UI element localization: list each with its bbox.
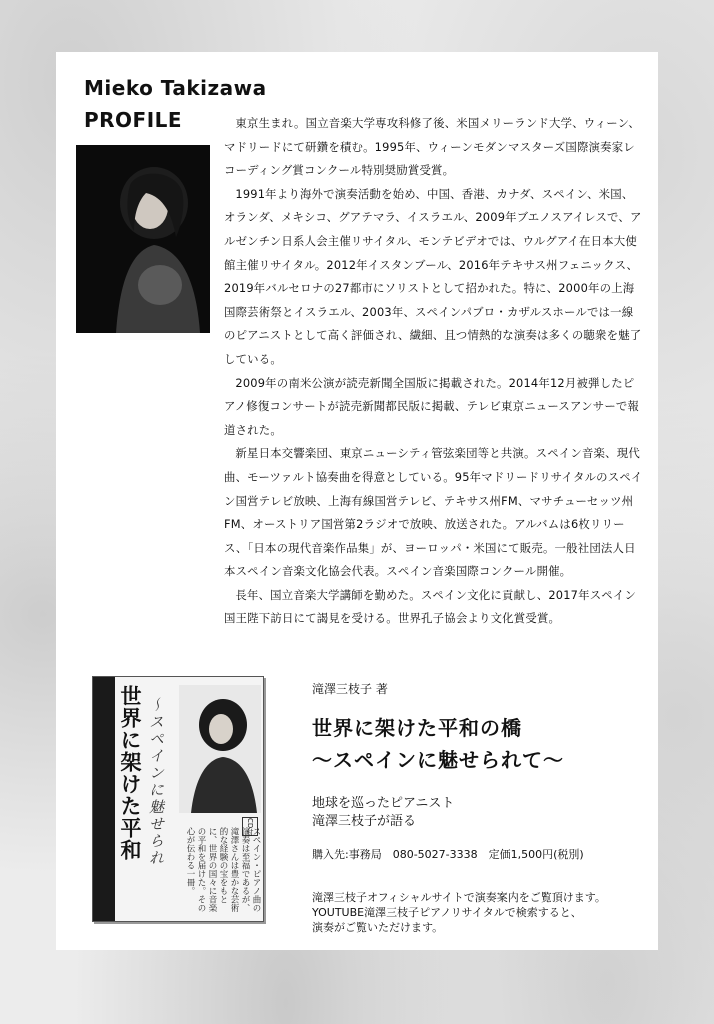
bio-paragraph: 2009年の南米公演が読売新聞全国版に掲載された。2014年12月被弾したピアノ修復コンサートが読売新聞都民版に掲載、テレビ東京ニュースアンサーで報道された。 [224,375,640,437]
website-line: YOUTUBE滝澤三枝子ピアノリサイタルで検索すると、 [312,906,582,919]
book-tagline: 滝澤三枝子が語る [312,814,417,829]
book-cover-blurb: スペイン・ピアノ曲の演奏は至福であるが、滝澤さんは豊かな芸術的な経験の宝をもとに、世界の国々に音楽の平和を届けた。その心が伝わる一冊。 [185,827,261,912]
website-info [312,890,606,935]
bio-paragraph: 東京生まれ。国立音楽大学専攻科修了後、米国メリーランド大学、ウィーン、マドリードにて研鑽を積む。1995年、ウィーンモダンマスターズ国際演奏家レコーディング賞コンクール特別奨励賞受賞。 [224,116,640,178]
profile-heading: PROFILE [84,108,183,132]
book-cd-badge: CD付 [242,817,258,836]
book-tagline: 地球を巡ったピアニスト [312,796,455,811]
bio-paragraph: 長年、国立音楽大学講師を勤めた。スペイン文化に貢献し、2017年スペイン国王陛下訪日にて謁見を受ける。世界孔子協会より文化賞受賞。 [224,587,637,626]
book-cover-photo [179,685,261,813]
book-spine [93,677,115,921]
artist-name: Mieko Takizawa [84,76,267,100]
artist-portrait [76,145,210,333]
website-line: 演奏がご覧いただけます。 [312,921,444,934]
book-title: 世界に架けた平和の橋 [312,716,522,740]
purchase-info: 購入先:事務局 080-5027-3338 定価1,500円(税別) [312,848,584,861]
book-subtitle: 〜スペインに魅せられて〜 [312,748,564,772]
profile-biography [224,112,644,631]
book-cover-subtitle: 〜スペインに魅せられ [147,697,165,867]
website-line: 滝澤三枝子オフィシャルサイトで演奏案内をご覧頂けます。 [312,891,606,904]
bio-paragraph: 新星日本交響楽団、東京ニューシティ管弦楽団等と共演。スペイン音楽、現代曲、モーツァルト協奏曲を得意としている。95年マドリードリサイタルのスペイン国営テレビ放映、上海有線国営テレビ、テキサス州FM、マサチューセッツ州FM、オーストリア国営第2ラジオで放映、放送された。アルバムは6枚リリース、「日本の現代音楽作品集」が、ヨーロッパ・米国にて販売。一般社団法人日本スペイン音楽文化協会代表。スペイン音楽国際コンクール開催。 [224,446,643,579]
bio-paragraph: 1991年より海外で演奏活動を始め、中国、香港、カナダ、スペイン、米国、オランダ、メキシコ、グアテマラ、イスラエル、2009年ブエノスアイレスで、アルゼンチン日系人会主催リサイタル、モンテビデオでは、ウルグアイ在日本大使館主催リサイタル。2012年イスタンブール、2016年テキサス州フェニックス、2019年バルセロナの27都市にソリストとして招かれた。特に、2000年の上海国際芸術祭とイスラエル、2003年、スペインパブロ・カザルスホールでは一線のピアニストとして高く評価され、繊細、且つ情熱的な演奏は多くの聴衆を魅了している。 [224,186,642,366]
book-author: 滝澤三枝子 著 [312,682,388,696]
book-cover [92,676,264,922]
book-cover-title: 世界に架けた平和 [118,685,143,861]
